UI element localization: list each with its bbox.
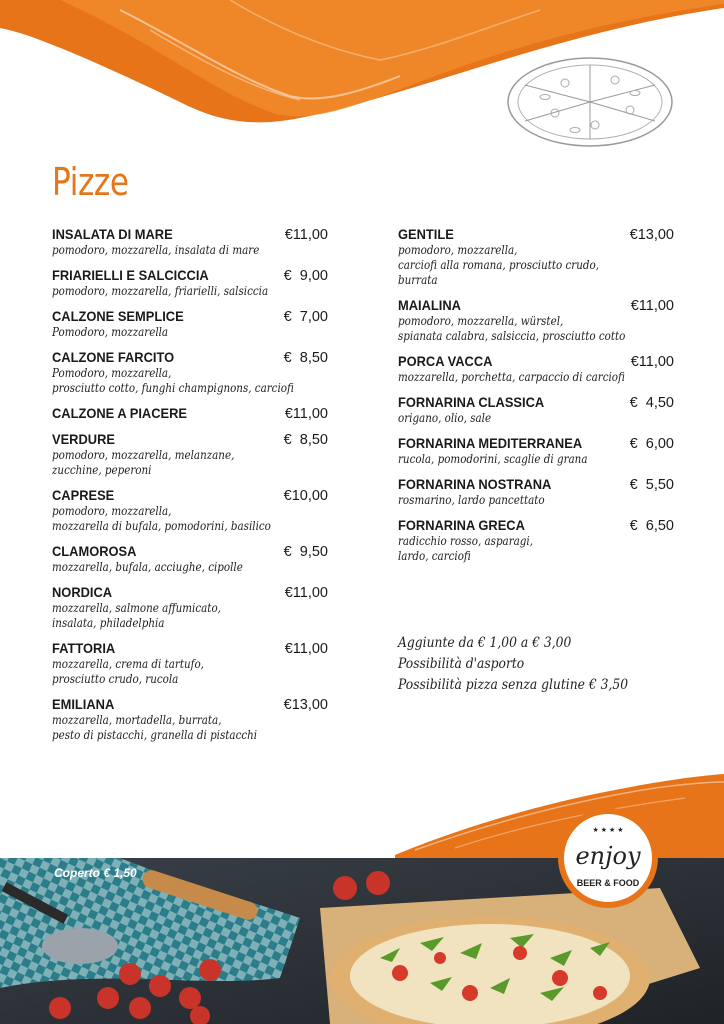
logo-brand: enjoy xyxy=(575,842,641,870)
menu-item-head xyxy=(52,267,328,284)
menu-item-price: €13,00 xyxy=(283,697,328,713)
menu-item-name: CLAMOROSA xyxy=(52,543,137,559)
menu-item-description: mozzarella di bufala, pomodorini, basilico xyxy=(52,519,271,533)
menu-item-description: radicchio rosso, asparagi, xyxy=(398,534,533,548)
menu-item-calzone-farcito xyxy=(52,349,328,396)
menu-item-price: € 6,00 xyxy=(629,436,674,452)
menu-item-name: EMILIANA xyxy=(52,696,115,712)
menu-item-price: €11,00 xyxy=(284,227,328,243)
menu-item-head xyxy=(52,543,328,560)
menu-item-description: mozzarella, salmone affumicato, xyxy=(52,601,221,615)
menu-item-price: € 9,00 xyxy=(283,268,328,284)
menu-item-head xyxy=(52,308,328,325)
menu-item-head xyxy=(398,297,674,314)
coperto-label: Coperto € 1,50 xyxy=(54,866,137,880)
menu-item-description: zucchine, peperoni xyxy=(52,463,152,477)
menu-item-description: rucola, pomodorini, scaglie di grana xyxy=(398,452,588,466)
menu-item-price: € 9,50 xyxy=(283,544,328,560)
menu-item-description: pomodoro, mozzarella, melanzane, xyxy=(52,448,235,462)
menu-item-name: GENTILE xyxy=(398,226,454,242)
menu-item-name: NORDICA xyxy=(52,584,113,600)
menu-item-price: €11,00 xyxy=(630,354,674,370)
menu-item-description: mozzarella, mortadella, burrata, xyxy=(52,713,222,727)
menu-item-verdure xyxy=(52,431,328,478)
menu-item-head xyxy=(398,353,674,370)
menu-item-calzone-semplice xyxy=(52,308,328,340)
menu-item-fornarina-mediterranea xyxy=(398,435,674,467)
menu-column-left xyxy=(52,226,328,752)
menu-item-price: € 5,50 xyxy=(629,477,674,493)
menu-item-description: mozzarella, crema di tartufo, xyxy=(52,657,204,671)
logo-tagline: BEER & FOOD xyxy=(576,878,640,888)
menu-item-description: lardo, carciofi xyxy=(398,549,471,563)
menu-item-price: €13,00 xyxy=(629,227,674,243)
menu-item-description: spianata calabra, salsiccia, prosciutto cotto xyxy=(398,329,626,343)
menu-item-name: FRIARIELLI E SALCICCIA xyxy=(52,267,209,283)
menu-item-description: mozzarella, bufala, acciughe, cipolle xyxy=(52,560,243,574)
menu-item-head xyxy=(52,640,328,657)
menu-item-head xyxy=(398,435,674,452)
menu-item-price: € 8,50 xyxy=(283,350,328,366)
menu-item-description: pomodoro, mozzarella, insalata di mare xyxy=(52,243,260,257)
menu-item-porca-vacca xyxy=(398,353,674,385)
menu-item-friarielli-e-salciccia xyxy=(52,267,328,299)
note-senza-glutine: Possibilità pizza senza glutine € 3,50 xyxy=(398,677,629,693)
menu-item-name: FORNARINA GRECA xyxy=(398,517,525,533)
menu-item-name: FATTORIA xyxy=(52,640,116,656)
menu-item-name: CALZONE SEMPLICE xyxy=(52,308,184,324)
menu-item-head xyxy=(52,405,328,422)
menu-item-description: origano, olio, sale xyxy=(398,411,492,425)
menu-item-description: rosmarino, lardo pancettato xyxy=(398,493,545,507)
page-title: Pizze xyxy=(52,160,129,204)
logo-stars: ★ ★ ★ ★ xyxy=(592,827,624,834)
menu-item-description: pomodoro, mozzarella, xyxy=(398,243,518,257)
menu-item-head xyxy=(52,431,328,448)
menu-item-gentile xyxy=(398,226,674,288)
menu-item-description: burrata xyxy=(398,273,438,287)
menu-item-description: prosciutto crudo, rucola xyxy=(52,672,179,686)
menu-column-right xyxy=(398,226,674,573)
menu-item-description: pomodoro, mozzarella, xyxy=(52,504,172,518)
menu-item-head xyxy=(398,226,674,243)
menu-item-price: €11,00 xyxy=(284,641,328,657)
menu-item-price: € 6,50 xyxy=(629,518,674,534)
note-aggiunte: Aggiunte da € 1,00 a € 3,00 xyxy=(398,635,572,651)
menu-item-description: insalata, philadelphia xyxy=(52,616,165,630)
menu-item-price: € 8,50 xyxy=(283,432,328,448)
menu-item-name: VERDURE xyxy=(52,431,115,447)
note-asporto: Possibilità d'asporto xyxy=(398,656,525,672)
menu-item-head xyxy=(398,476,674,493)
menu-item-price: € 4,50 xyxy=(629,395,674,411)
menu-item-caprese xyxy=(52,487,328,534)
menu-item-price: €11,00 xyxy=(284,406,328,422)
menu-item-insalata-di-mare xyxy=(52,226,328,258)
menu-item-name: PORCA VACCA xyxy=(398,353,493,369)
menu-item-name: INSALATA DI MARE xyxy=(52,226,173,242)
pizza-sketch-illustration xyxy=(505,55,675,150)
menu-item-name: CAPRESE xyxy=(52,487,115,503)
menu-item-calzone-a-piacere xyxy=(52,405,328,422)
menu-item-head xyxy=(52,349,328,366)
menu-item-description: Pomodoro, mozzarella, xyxy=(52,366,172,380)
menu-item-price: €10,00 xyxy=(283,488,328,504)
menu-item-description: mozzarella, porchetta, carpaccio di carciofi xyxy=(398,370,625,384)
menu-item-head xyxy=(398,394,674,411)
menu-item-fornarina-nostrana xyxy=(398,476,674,508)
menu-item-description: pomodoro, mozzarella, friarielli, salsiccia xyxy=(52,284,269,298)
menu-item-emiliana xyxy=(52,696,328,743)
menu-item-price: €11,00 xyxy=(630,298,674,314)
menu-item-name: FORNARINA CLASSICA xyxy=(398,394,545,410)
menu-item-price: €11,00 xyxy=(284,585,328,601)
menu-item-fornarina-classica xyxy=(398,394,674,426)
menu-item-description: pomodoro, mozzarella, würstel, xyxy=(398,314,564,328)
menu-item-maialina xyxy=(398,297,674,344)
menu-item-name: CALZONE FARCITO xyxy=(52,349,175,365)
menu-item-fattoria xyxy=(52,640,328,687)
menu-item-fornarina-greca xyxy=(398,517,674,564)
menu-item-name: FORNARINA NOSTRANA xyxy=(398,476,552,492)
menu-item-description: prosciutto cotto, funghi champignons, carciofi xyxy=(52,381,294,395)
menu-item-clamorosa xyxy=(52,543,328,575)
menu-item-description: carciofi alla romana, prosciutto crudo, xyxy=(398,258,599,272)
menu-item-description: pesto di pistacchi, granella di pistacchi xyxy=(52,728,258,742)
menu-item-nordica xyxy=(52,584,328,631)
menu-item-head xyxy=(52,584,328,601)
menu-item-head xyxy=(52,696,328,713)
menu-notes xyxy=(398,633,659,696)
menu-item-name: CALZONE A PIACERE xyxy=(52,405,188,421)
menu-item-price: € 7,00 xyxy=(283,309,328,325)
enjoy-logo xyxy=(556,806,660,910)
menu-item-head xyxy=(398,517,674,534)
menu-item-name: FORNARINA MEDITERRANEA xyxy=(398,435,583,451)
menu-item-description: Pomodoro, mozzarella xyxy=(52,325,169,339)
menu-item-head xyxy=(52,226,328,243)
menu-item-head xyxy=(52,487,328,504)
menu-item-name: MAIALINA xyxy=(398,297,461,313)
